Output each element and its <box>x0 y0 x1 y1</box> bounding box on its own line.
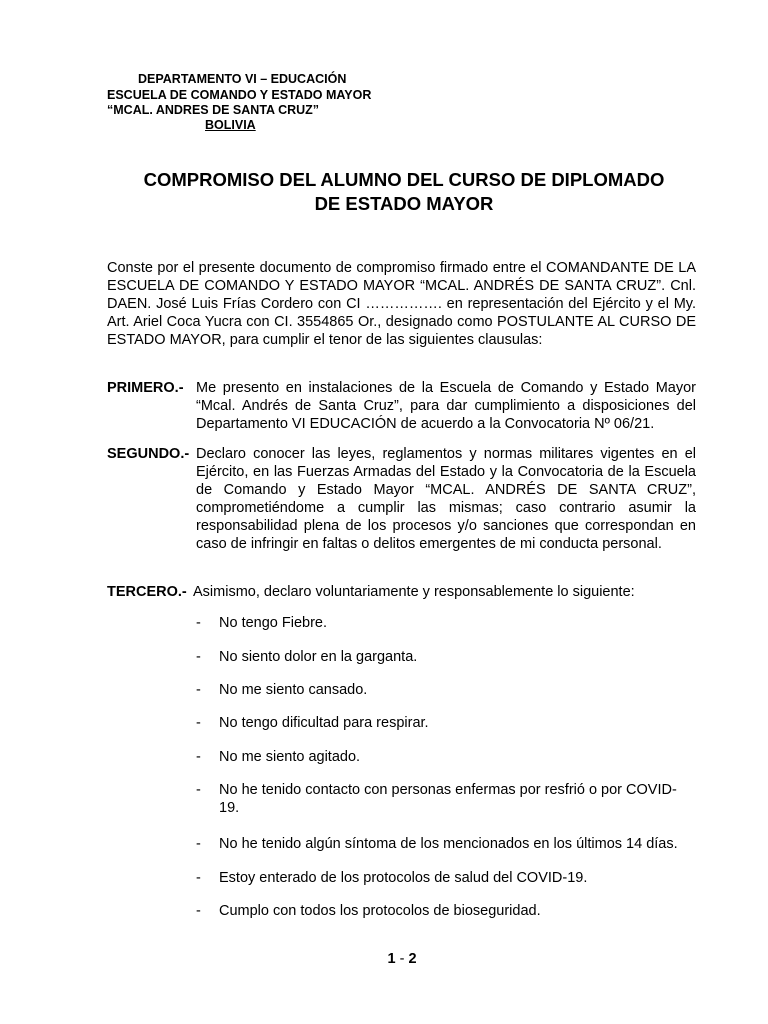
list-dash: - <box>196 615 201 631</box>
clause-text: Asimismo, declaro voluntariamente y responsablemente lo siguiente: <box>193 584 635 600</box>
page-total: 2 <box>408 951 417 967</box>
list-item-text: No tengo Fiebre. <box>219 615 328 631</box>
list-item <box>196 835 696 853</box>
clause-text: Me presento en instalaciones de la Escuela de Comando y Estado Mayor “Mcal. Andrés de Santa Cruz”, para dar cumplimiento a disposiciones del Departamento VI EDUCACIÓN de acuerdo a la Convocatoria Nº 06/21. <box>196 380 696 432</box>
list-item <box>196 902 696 920</box>
list-dash: - <box>196 870 201 886</box>
list-dash: - <box>196 836 201 852</box>
clause-label: PRIMERO.- <box>107 380 184 396</box>
list-item-text: No me siento cansado. <box>219 682 368 698</box>
list-item-text: Cumplo con todos los protocolos de bioseguridad. <box>219 903 541 919</box>
header-department: DEPARTAMENTO VI – EDUCACIÓN <box>138 72 347 86</box>
list-item <box>196 648 696 666</box>
list-item <box>196 614 696 632</box>
header-country: BOLIVIA <box>205 118 256 132</box>
list-item <box>196 781 696 817</box>
list-dash: - <box>196 903 201 919</box>
list-item-text: No he tenido algún síntoma de los mencionados en los últimos 14 días. <box>219 836 678 852</box>
clause-primero <box>107 379 696 433</box>
clause-tercero <box>107 583 696 601</box>
list-dash: - <box>196 715 201 731</box>
list-dash: - <box>196 649 201 665</box>
header-school-name: “MCAL. ANDRES DE SANTA CRUZ” <box>107 103 320 117</box>
list-item <box>196 869 696 887</box>
clause-label: TERCERO.- <box>107 584 187 600</box>
clause-segundo <box>107 445 696 553</box>
list-item-text: No tengo dificultad para respirar. <box>219 715 429 731</box>
list-item-text: No siento dolor en la garganta. <box>219 649 418 665</box>
list-dash: - <box>196 749 201 765</box>
list-item-text: No me siento agitado. <box>219 749 361 765</box>
page-current: 1 <box>387 951 396 967</box>
document-title-line2: DE ESTADO MAYOR <box>314 193 494 214</box>
list-dash: - <box>196 682 201 698</box>
list-item <box>196 681 696 699</box>
list-dash: - <box>196 782 201 798</box>
clause-text: Declaro conocer las leyes, reglamentos y normas militares vigentes en el Ejército, en las Fuerzas Armadas del Estado y la Convocatoria de la Escuela de Comando y Estado Mayor “MCAL. ANDRÉS DE SANTA CRUZ”, comprometiéndome a cumplir las mismas; caso contrario asumir la responsabilidad plena de los procesos y/o sanciones que correspondan en caso de infringir en faltas o delitos emergentes de mi conducta personal. <box>196 446 696 552</box>
page-number <box>0 951 768 967</box>
document-title-line1: COMPROMISO DEL ALUMNO DEL CURSO DE DIPLOMADO <box>143 169 665 190</box>
list-item <box>196 748 696 766</box>
clause-label: SEGUNDO.- <box>107 446 190 462</box>
page-separator: - <box>399 951 405 967</box>
list-item-text: Estoy enterado de los protocolos de salud del COVID-19. <box>219 870 588 886</box>
list-item <box>196 714 696 732</box>
list-item-text: No he tenido contacto con personas enfermas por resfrió o por COVID-19. <box>219 782 677 816</box>
header-school: ESCUELA DE COMANDO Y ESTADO MAYOR <box>107 88 372 102</box>
intro-paragraph: Conste por el presente documento de compromiso firmado entre el COMANDANTE DE LA ESCUELA DE COMANDO Y ESTADO MAYOR “MCAL. ANDRÉS DE SANTA CRUZ”. Cnl. DAEN. José Luis Frías Cordero con CI ……………. en representación del Ejército y el My. Art. Ariel Coca Yucra con CI. 3554865 Or., designado como POSTULANTE AL CURSO DE ESTADO MAYOR, para cumplir el tenor de las siguientes clausulas: <box>107 260 696 348</box>
